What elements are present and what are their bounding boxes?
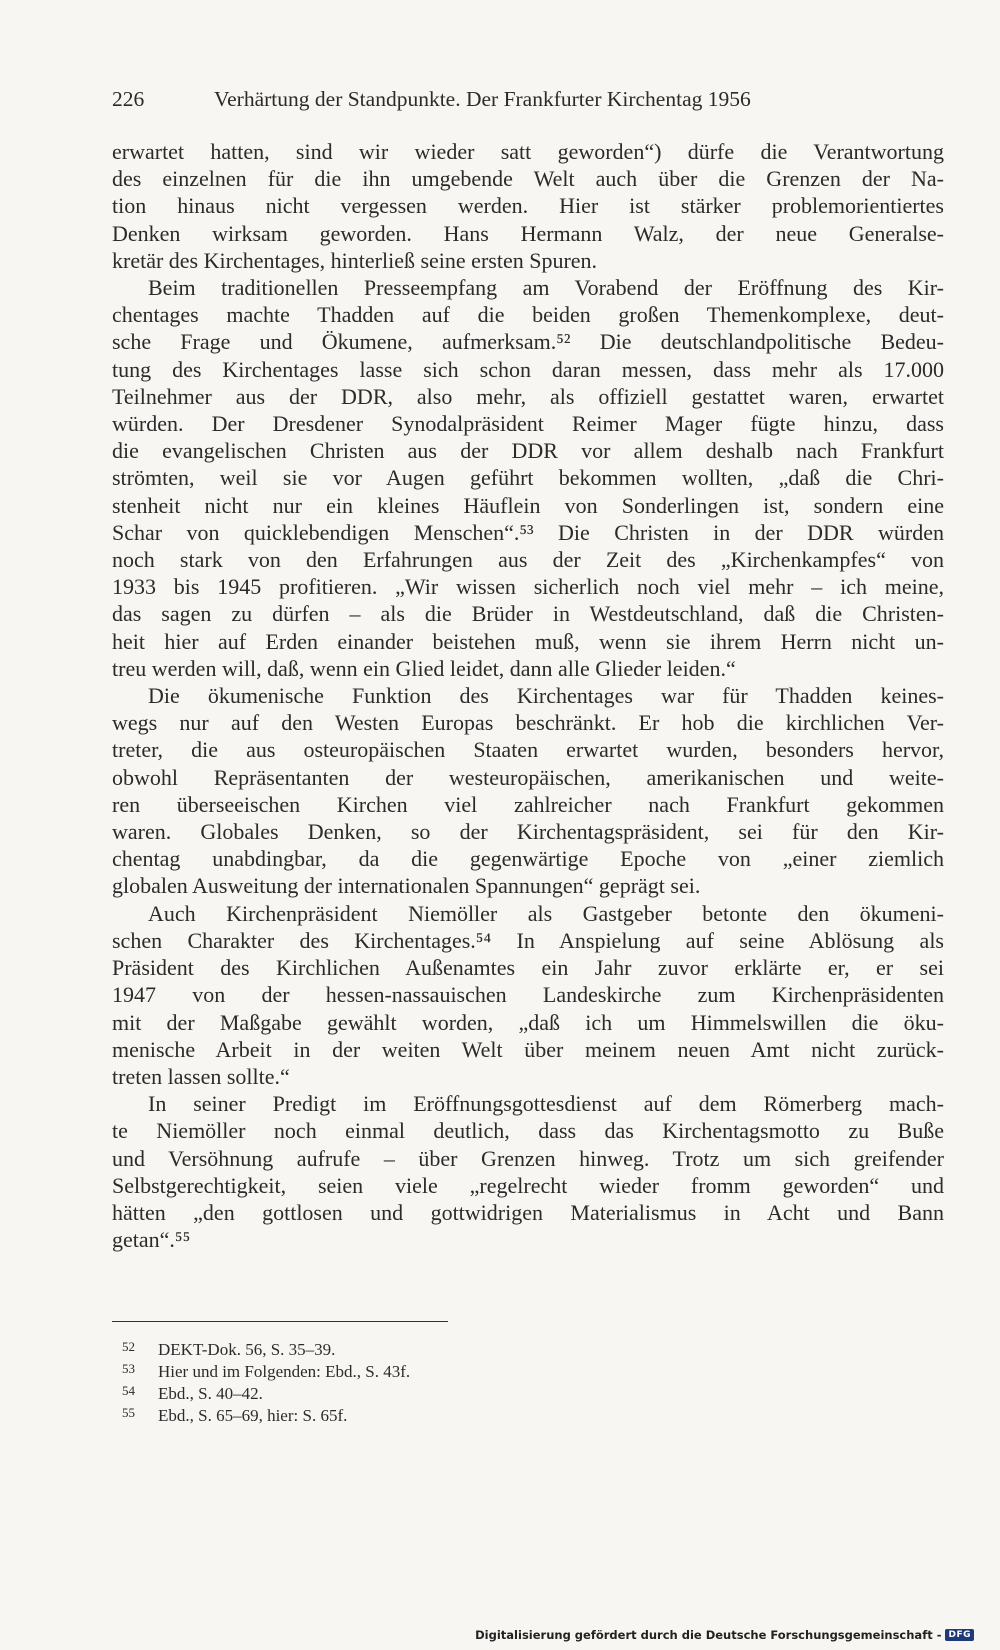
text-line: 1933 bis 1945 profitieren. „Wir wissen sicherlich noch viel mehr – ich meine, bbox=[112, 574, 944, 600]
text-line: Selbstgerechtigkeit, seien viele „regelrecht wieder fromm geworden“ und bbox=[112, 1172, 944, 1198]
text-line: die evangelischen Christen aus der DDR vor allem deshalb nach Frankfurt bbox=[112, 438, 944, 464]
dfg-logo: DFG bbox=[945, 1629, 974, 1641]
footnote-54 bbox=[112, 1383, 612, 1405]
footnotes bbox=[112, 1339, 612, 1427]
text-line: Präsident des Kirchlichen Außenamtes ein Jahr zuvor erklärte er, er sei bbox=[112, 955, 944, 981]
text-line: hätten „den gottlosen und gottwidrigen Materialismus in Acht und Bann bbox=[112, 1199, 944, 1225]
text-line: Schar von quicklebendigen Menschen“.⁵³ Die Christen in der DDR würden bbox=[112, 519, 944, 545]
text-line: und Versöhnung aufrufe – über Grenzen hinweg. Trotz um sich greifender bbox=[112, 1145, 944, 1171]
text-line: das sagen zu dürfen – als die Brüder in Westdeutschland, daß die Christen- bbox=[112, 601, 944, 627]
footnote-number: 53 bbox=[122, 1361, 135, 1376]
text-line: chentages machte Thadden auf die beiden großen Themenkomplexe, deut- bbox=[112, 302, 944, 328]
text-line: erwartet hatten, sind wir wieder satt geworden“) dürfe die Verantwortung bbox=[112, 139, 944, 164]
text-line: treter, die aus osteuropäischen Staaten erwartet wurden, besonders hervor, bbox=[112, 737, 944, 763]
text-line: tung des Kirchentages lasse sich schon daran messen, dass mehr als 17.000 bbox=[112, 356, 944, 382]
text-line: des einzelnen für die ihn umgebende Welt auch über die Grenzen der Na- bbox=[112, 166, 944, 192]
text-line: waren. Globales Denken, so der Kirchentagspräsident, sei für den Kir- bbox=[112, 819, 944, 845]
footnote-53 bbox=[112, 1361, 612, 1383]
text-line: stenheit nicht nur ein kleines Häuflein von Sonderlingen ist, sondern eine bbox=[112, 492, 944, 518]
paragraph bbox=[112, 1090, 944, 1253]
paragraph bbox=[112, 900, 944, 1090]
text-line: globalen Ausweitung der internationalen Spannungen“ geprägt sei. bbox=[112, 873, 701, 899]
text-line: 1947 von der hessen-nassauischen Landeskirche zum Kirchenpräsidenten bbox=[112, 982, 944, 1008]
text-line: mit der Maßgabe gewählt worden, „daß ich um Himmelswillen die öku- bbox=[112, 1009, 944, 1035]
text-line: Auch Kirchenpräsident Niemöller als Gastgeber betonte den ökumeni- bbox=[148, 900, 944, 926]
digitization-credit bbox=[475, 1626, 974, 1644]
text-line: te Niemöller noch einmal deutlich, dass das Kirchentagsmotto zu Buße bbox=[112, 1118, 944, 1144]
running-header bbox=[112, 84, 912, 114]
paragraph bbox=[112, 682, 944, 900]
text-line: Beim traditionellen Presseempfang am Vorabend der Eröffnung des Kir- bbox=[148, 275, 944, 301]
text-line: schen Charakter des Kirchentages.⁵⁴ In Anspielung auf seine Ablösung als bbox=[112, 927, 944, 953]
footnote-number: 52 bbox=[122, 1339, 135, 1354]
text-line: strömten, weil sie vor Augen geführt bekommen wollten, „daß die Chri- bbox=[112, 465, 944, 491]
paragraph bbox=[112, 138, 944, 274]
footnote-text: Ebd., S. 40–42. bbox=[158, 1384, 263, 1403]
text-line: treten lassen sollte.“ bbox=[112, 1063, 290, 1089]
text-line: wegs nur auf den Westen Europas beschränkt. Er hob die kirchlichen Ver- bbox=[112, 710, 944, 736]
text-line: obwohl Repräsentanten der westeuropäischen, amerikanischen und weite- bbox=[112, 764, 944, 790]
footnote-separator bbox=[112, 1321, 448, 1322]
text-line: heit hier auf Erden einander beistehen muß, wenn sie ihrem Herrn nicht un- bbox=[112, 628, 944, 654]
text-line: Teilnehmer aus der DDR, also mehr, als offiziell gestattet waren, erwartet bbox=[112, 383, 944, 409]
footnote-52 bbox=[112, 1339, 612, 1361]
text-line: getan“.⁵⁵ bbox=[112, 1227, 191, 1253]
footnote-text: Ebd., S. 65–69, hier: S. 65f. bbox=[158, 1406, 348, 1425]
footnote-text: Hier und im Folgenden: Ebd., S. 43f. bbox=[158, 1362, 411, 1381]
text-line: Denken wirksam geworden. Hans Hermann Walz, der neue Generalse- bbox=[112, 220, 944, 246]
text-line: menische Arbeit in der weiten Welt über meinem neuen Amt nicht zurück- bbox=[112, 1036, 944, 1062]
text-line: würden. Der Dresdener Synodalpräsident Reimer Mager fügte hinzu, dass bbox=[112, 411, 944, 437]
paragraph bbox=[112, 274, 944, 682]
text-line: In seiner Predigt im Eröffnungsgottesdienst auf dem Römerberg mach- bbox=[148, 1091, 944, 1117]
text-line: treu werden will, daß, wenn ein Glied leidet, dann alle Glieder leiden.“ bbox=[112, 655, 736, 681]
footnote-text: DEKT-Dok. 56, S. 35–39. bbox=[158, 1340, 336, 1359]
text-line: ren überseeischen Kirchen viel zahlreicher nach Frankfurt gekommen bbox=[112, 791, 944, 817]
text-line: sche Frage und Ökumene, aufmerksam.⁵² Die deutschlandpolitische Bedeu- bbox=[112, 329, 944, 355]
running-title: Verhärtung der Standpunkte. Der Frankfurter Kirchentag 1956 bbox=[214, 87, 751, 111]
footnote-55 bbox=[112, 1405, 612, 1427]
text-line: noch stark von den Erfahrungen aus der Zeit des „Kirchenkampfes“ von bbox=[112, 547, 944, 573]
footnote-number: 55 bbox=[122, 1405, 135, 1420]
text-line: tion hinaus nicht vergessen werden. Hier ist stärker problemorientiertes bbox=[112, 193, 944, 219]
body-text bbox=[112, 138, 944, 1253]
credit-text: Digitalisierung gefördert durch die Deutsche Forschungsgemeinschaft - bbox=[475, 1628, 942, 1642]
page-number: 226 bbox=[112, 87, 145, 111]
text-line: Die ökumenische Funktion des Kirchentages war für Thadden keines- bbox=[148, 683, 944, 709]
text-line: kretär des Kirchentages, hinterließ seine ersten Spuren. bbox=[112, 247, 598, 273]
text-line: chentag unabdingbar, da die gegenwärtige Epoche von „einer ziemlich bbox=[112, 846, 944, 872]
footnote-number: 54 bbox=[122, 1383, 135, 1398]
